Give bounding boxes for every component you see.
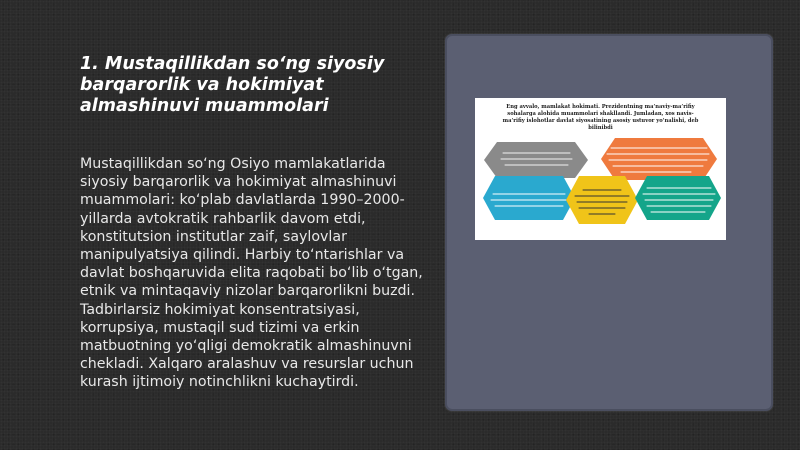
hexagon-teal <box>635 176 721 220</box>
hexagon-gray <box>484 142 588 178</box>
slide-body-text: Mustaqillikdan so‘ng Osiyo mamlakatlarida siyosiy barqarorlik va hokimiyat almashinuvi muammolari: ko‘plab davlatlarda 1990–2000-yillarda avtokratik rahbarlik davom etdi, konstitutsion institutlar zaif, saylovlar manipulyatsiya qilindi. Harbiy to‘ntarishlar va davlat boshqaruvida elita raqobati bo‘lib o‘tgan, etnik va mintaqaviy nizolar barqarorlikni buzdi. Tadbirlarsiz hokimiyat konsentratsiyasi, korrupsiya, mustaqil sud tizimi va erkin matbuotning yo‘qligi demokratik almashinuvni chekladi. Xalqaro aralashuv va resurslar uchun kurash ijtimoiy notinchlikni kuchaytirdi. <box>80 156 423 391</box>
hexagon-blue <box>483 176 575 220</box>
infographic-image <box>475 98 726 240</box>
infographic-svg <box>475 98 726 240</box>
figure-header-line-2: sohalarga alohida muammolari shakllandi. Jumladan, xos navis- <box>507 111 694 117</box>
hexagon-orange <box>601 138 717 180</box>
slide-title: 1. Mustaqillikdan so‘ng siyosiy barqarorlik va hokimiyat almashinuvi muammolari <box>80 54 385 116</box>
figure-header-line-4: bilinibdi <box>588 125 613 131</box>
figure-header-line-3: ma’rifiy islohotlar davlat siyosatining asosiy ustuvor yo‘nalishi, deb <box>502 118 699 124</box>
figure-header-line-1: Eng avvalo, mamlakat hokimati. Prezidentning ma’naviy-ma’rifiy <box>506 104 695 110</box>
hexagon-yellow <box>566 176 638 224</box>
